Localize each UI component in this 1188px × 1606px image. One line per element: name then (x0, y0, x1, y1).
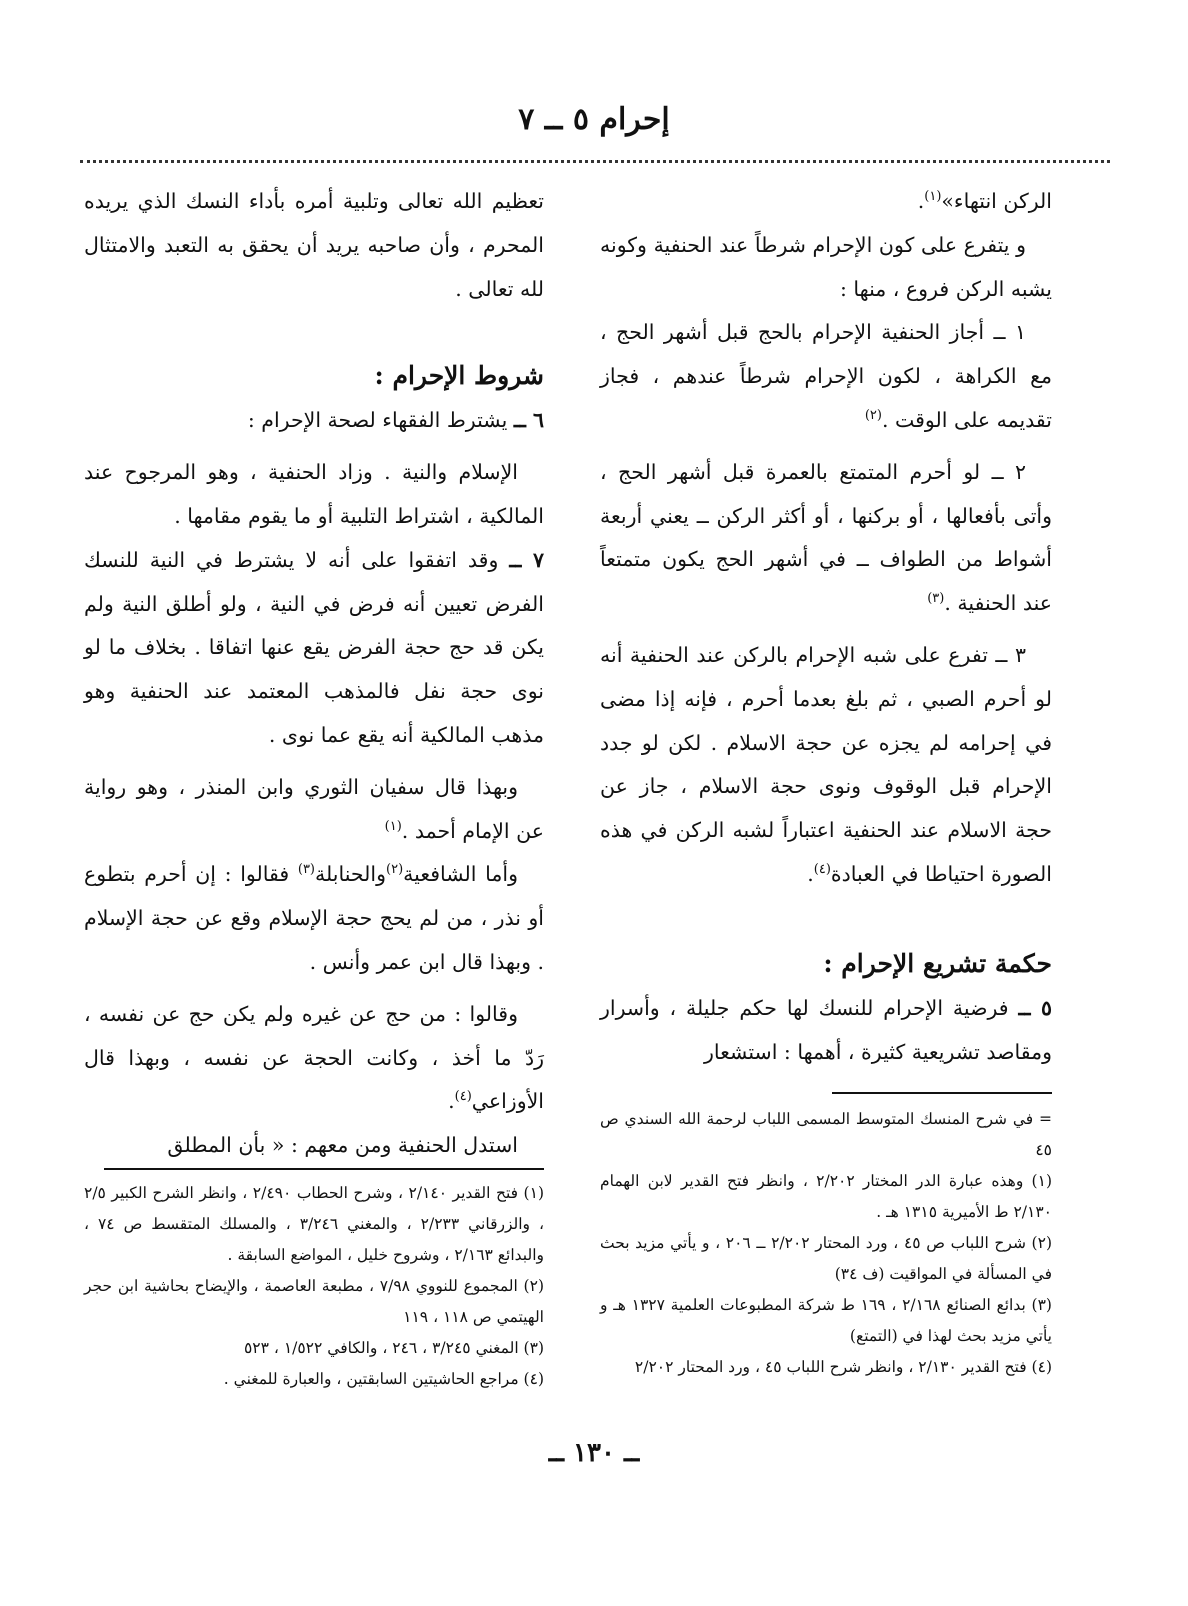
footnote: = في شرح المنسك المتوسط المسمى اللباب لرحمة الله السندي ص ٤٥ (600, 1110, 1052, 1160)
section-heading-conditions: شروط الإحرام : (374, 361, 544, 391)
footnote-ref[interactable]: (٤) (454, 1089, 472, 1105)
right-item-2: ٢ ــ لو أحرم المتمتع بالعمرة قبل أشهر الحج ، وأتى بأفعالها ، أو بركنها ، أو أكثر الركن ــ يعني أربعة أشواط من الطواف ــ في أشهر الحج يكون متمتعاً عند الحنفية .$^{(٣)}$ (600, 459, 1052, 616)
left-para-1: تعظيم الله تعالى وتلبية أمره بأداء النسك الذي يريده المحرم ، وأن صاحبه يريد أن يحقق به التعبد والامتثال لله تعالى . (84, 189, 544, 301)
left-para-2: الإسلام والنية . وزاد الحنفية ، وهو المرجوح عند المالكية ، اشتراط التلبية أو ما يقوم مقامها . (84, 460, 544, 528)
right-column (600, 180, 1052, 1383)
right-item-5: ٥ ــ فرضية الإحرام للنسك لها حكم جليلة ، وأسرار ومقاصد تشريعية كثيرة ، أهمها : استشعار (600, 995, 1052, 1064)
footnote-divider (832, 1092, 1052, 1094)
right-item-3: ٣ ــ تفرع على شبه الإحرام بالركن عند الحنفية أنه لو أحرم الصبي ، ثم بلغ بعدما أحرم ، فإنه إذا مضى في إحرامه لم يجزه عن حجة الاسلام . لكن لو جدد الإحرام قبل الوقوف ونوى حجة الاسلام ، جاز عن حجة الاسلام عند الحنفية اعتباراً لشبه الركن في هذه الصورة احتياطا في العبادة$^{(٤)}$. (600, 642, 1052, 886)
footnote: (١) فتح القدير ٢/١٤٠ ، وشرح الحطاب ٢/٤٩٠ ، وانظر الشرح الكبير ٢/٥ ، والزرقاني ٢/٢٣٣ ، والمغني ٣/٢٤٦ ، والمسلك المتقسط ص ٧٤ ، والبدائع ٢/١٦٣ ، وشروح خليل ، المواضع السابقة . (84, 1183, 544, 1264)
footnote: (٢) شرح اللباب ص ٤٥ ، ورد المحتار ٢/٢٠٢ ــ ٢٠٦ ، و يأتي مزيد بحث في المسألة في المواقيت (ف ٣٤) (600, 1234, 1052, 1284)
page-number: ــ ١٣٠ ــ (548, 1438, 640, 1468)
footnote-ref[interactable]: (٣) (297, 862, 315, 878)
left-para-5: وقالوا : من حج عن غيره ولم يكن حج عن نفسه ، رَدّ ما أخذ ، وكانت الحجة عن نفسه ، وبهذا قال الأوزاعي$^{(٤)}$. (84, 1001, 544, 1114)
footnote: (١) وهذه عبارة الدر المختار ٢/٢٠٢ ، وانظر فتح القدير لابن الهمام ٢/١٣٠ ط الأميرية ١٣١٥ هـ . (600, 1172, 1052, 1222)
footnote: (٤) مراجع الحاشيتين السابقتين ، والعبارة للمغني . (223, 1369, 544, 1388)
left-item-7: ٧ ــ وقد اتفقوا على أنه لا يشترط في النية للنسك الفرض تعيين أنه فرض في النية ، ولو أطلق النية ولم يكن قد حج حجة الفرض يقع عنها اتفاقا . بخلاف ما لو نوى حجة نفل فالمذهب المعتمد عند الحنفية وهو مذهب المالكية أنه يقع عما نوى . (84, 547, 544, 747)
right-item-1: ١ ــ أجاز الحنفية الإحرام بالحج قبل أشهر الحج ، مع الكراهة ، لكون الإحرام شرطاً عندهم ، فجاز تقديمه على الوقت .$^{(٢)}$ (600, 320, 1052, 432)
footnote-ref[interactable]: (٢) (864, 408, 882, 424)
left-footnotes (84, 1178, 544, 1395)
footnote: (٢) المجموع للنووي ٧/٩٨ ، مطبعة العاصمة ، والإيضاح بحاشية ابن حجر الهيتمي ص ١١٨ ، ١١٩ (84, 1276, 544, 1326)
page-header-title: إحرام ٥ ــ ٧ (518, 102, 670, 137)
footnote: (٣) المغني ٣/٢٤٥ ، ٢٤٦ ، والكافي ١/٥٢٢ ، ٥٢٣ (243, 1338, 544, 1357)
footnote-ref[interactable]: (٣) (927, 591, 945, 607)
left-para-4: وأما الشافعية$^{(٢)}$والحنابلة$^{(٣)}$ فقالوا : إن أحرم بتطوع أو نذر ، من لم يحج حجة الإسلام وقع عن حجة الإسلام . وبهذا قال ابن عمر وأنس . (84, 862, 544, 974)
right-para-1: الركن انتهاء»$^{(١)}$. (917, 189, 1052, 213)
footnote-ref[interactable]: (٤) (813, 862, 831, 878)
header-divider (80, 160, 1110, 163)
footnote-ref[interactable]: (١) (384, 818, 402, 834)
left-para-3: وبهذا قال سفيان الثوري وابن المنذر ، وهو رواية عن الإمام أحمد .$^{(١)}$ (84, 774, 544, 843)
left-item-6: ٦ ــ يشترط الفقهاء لصحة الإحرام : (247, 408, 544, 433)
footnote-ref[interactable]: (٢) (386, 862, 404, 878)
footnote: (٣) بدائع الصنائع ٢/١٦٨ ، ١٦٩ ط شركة المطبوعات العلمية ١٣٢٧ هـ و يأتي مزيد بحث لهذا في (التمتع) (600, 1296, 1052, 1346)
section-heading-wisdom: حكمة تشريع الإحرام : (823, 948, 1052, 978)
right-para-2: و يتفرع على كون الإحرام شرطاً عند الحنفية وكونه يشبه الركن فروع ، منها : (600, 232, 1052, 301)
left-column (84, 180, 544, 1395)
footnote: (٤) فتح القدير ٢/١٣٠ ، وانظر شرح اللباب ٤٥ ، ورد المحتار ٢/٢٠٢ (634, 1358, 1052, 1377)
left-para-6: استدل الحنفية ومن معهم : « بأن المطلق (167, 1133, 518, 1158)
right-footnotes (600, 1104, 1052, 1383)
footnote-divider (104, 1168, 544, 1170)
footnote-ref[interactable]: (١) (924, 189, 942, 205)
